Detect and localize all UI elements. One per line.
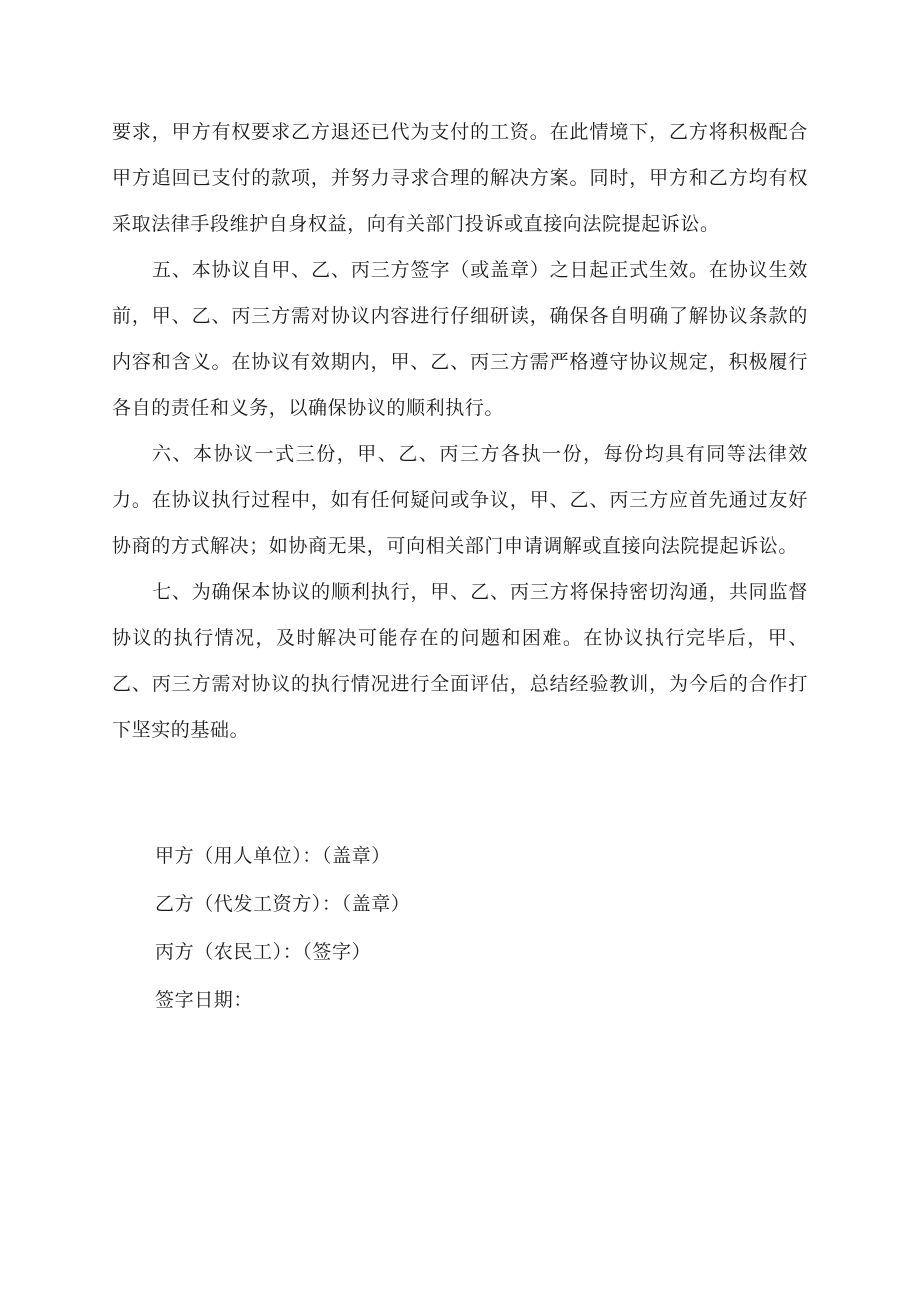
signature-block — [155, 832, 410, 1024]
paragraph-clause-7: 七、为确保本协议的顺利执行，甲、乙、丙三方将保持密切沟通，共同监督协议的执行情况，及时解决可能存在的问题和困难。在协议执行完毕后，甲、乙、丙三方需对协议的执行情况进行全面评估，总结经验教训，为今后的合作打下坚实的基础。 — [112, 581, 808, 741]
signature-party-c: 丙方（农民工）：（签字） — [155, 941, 372, 963]
paragraph-continuation: 要求，甲方有权要求乙方退还已代为支付的工资。在此情境下，乙方将积极配合甲方追回已支付的款项，并努力寻求合理的解决方案。同时，甲方和乙方均有权采取法律手段维护自身权益，向有关部门投诉或直接向法院提起诉讼。 — [112, 121, 808, 235]
paragraph-clause-6: 六、本协议一式三份，甲、乙、丙三方各执一份，每份均具有同等法律效力。在协议执行过程中，如有任何疑问或争议，甲、乙、丙三方应首先通过友好协商的方式解决；如协商无果，可向相关部门申请调解或直接向法院提起诉讼。 — [112, 443, 808, 557]
signature-party-b: 乙方（代发工资方）：（盖章） — [155, 893, 411, 915]
document-body — [112, 109, 808, 753]
signature-date: 签字日期： — [155, 989, 254, 1011]
signature-party-a: 甲方（用人单位）：（盖章） — [155, 845, 391, 867]
paragraph-clause-5: 五、本协议自甲、乙、丙三方签字（或盖章）之日起正式生效。在协议生效前，甲、乙、丙三方需对协议内容进行仔细研读，确保各自明确了解协议条款的内容和含义。在协议有效期内，甲、乙、丙三方需严格遵守协议规定，积极履行各自的责任和义务，以确保协议的顺利执行。 — [112, 259, 808, 419]
